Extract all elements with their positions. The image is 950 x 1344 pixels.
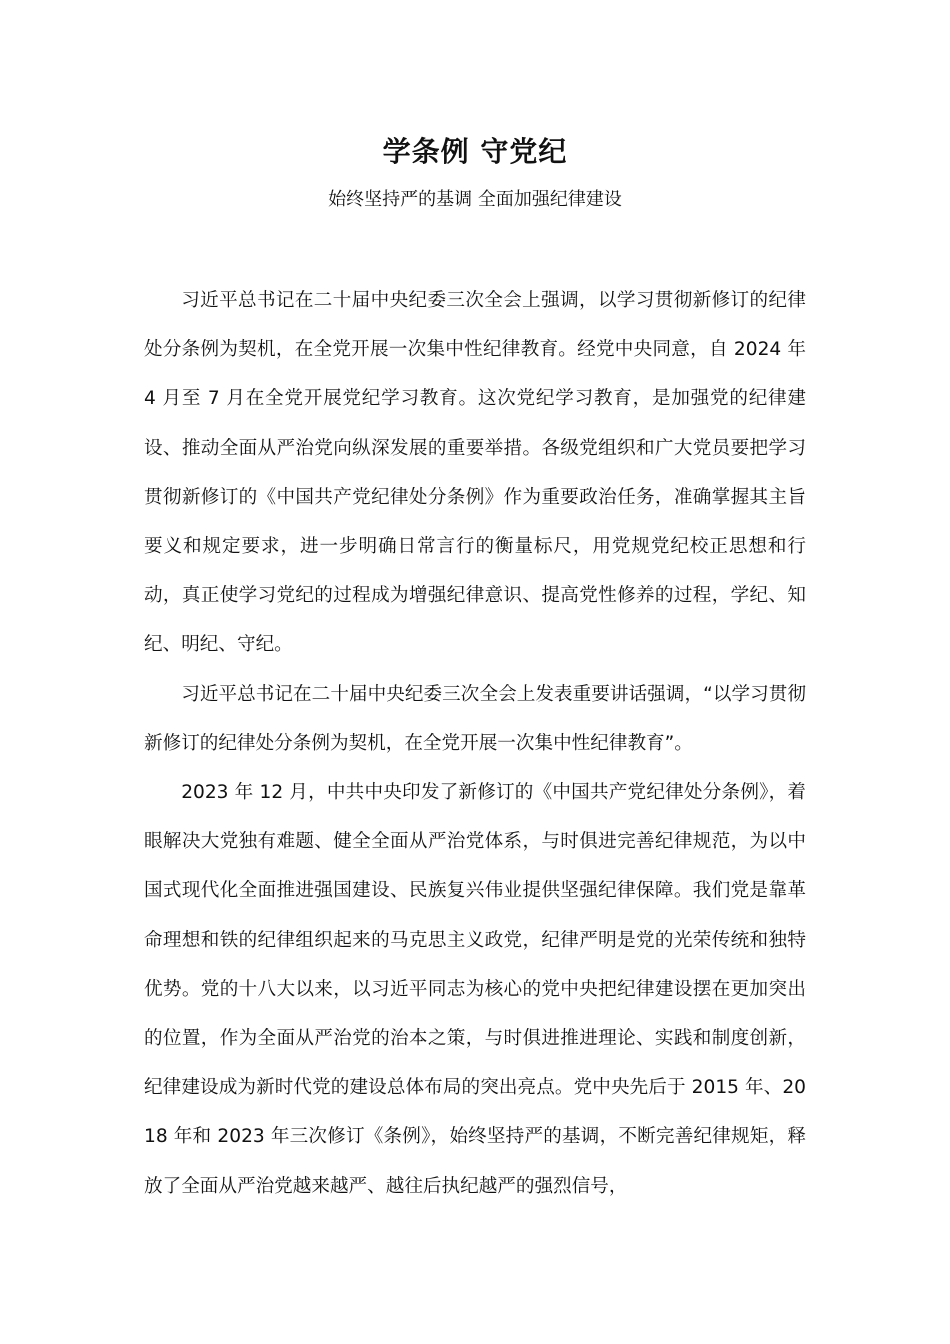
- paragraph-1: 习近平总书记在二十届中央纪委三次全会上强调，以学习贯彻新修订的纪律处分条例为契机，在全党开展一次集中性纪律教育。经党中央同意，自 2024 年 4 月至 7 月在全党开展党纪学习教育。这次党纪学习教育，是加强党的纪律建设、推动全面从严治党向纵深发展的重要举措。各级党组织和广大党员要把学习贯彻新修订的《中国共产党纪律处分条例》作为重要政治任务，准确掌握其主旨要义和规定要求，进一步明确日常言行的衡量标尺，用党规党纪校正思想和行动，真正使学习党纪的过程成为增强纪律意识、提高党性修养的过程，学纪、知纪、明纪、守纪。: [144, 290, 806, 656]
- document-body: [144, 276, 806, 1211]
- paragraph-2: 习近平总书记在二十届中央纪委三次全会上发表重要讲话强调，“以学习贯彻新修订的纪律处分条例为契机，在全党开展一次集中性纪律教育”。: [144, 683, 806, 754]
- paragraph-3: 2023 年 12 月，中共中央印发了新修订的《中国共产党纪律处分条例》，着眼解决大党独有难题、健全全面从严治党体系，与时俱进完善纪律规范，为以中国式现代化全面推进强国建设、民族复兴伟业提供坚强纪律保障。我们党是靠革命理想和铁的纪律组织起来的马克思主义政党，纪律严明是党的光荣传统和独特优势。党的十八大以来，以习近平同志为核心的党中央把纪律建设摆在更加突出的位置，作为全面从严治党的治本之策，与时俱进推进理论、实践和制度创新，纪律建设成为新时代党的建设总体布局的突出亮点。党中央先后于 2015 年、2018 年和 2023 年三次修订《条例》，始终坚持严的基调，不断完善纪律规矩，释放了全面从严治党越来越严、越往后执纪越严的强烈信号，: [144, 782, 806, 1197]
- document-subtitle: 始终坚持严的基调 全面加强纪律建设: [328, 189, 622, 210]
- document-title: 学条例 守党纪: [382, 135, 568, 168]
